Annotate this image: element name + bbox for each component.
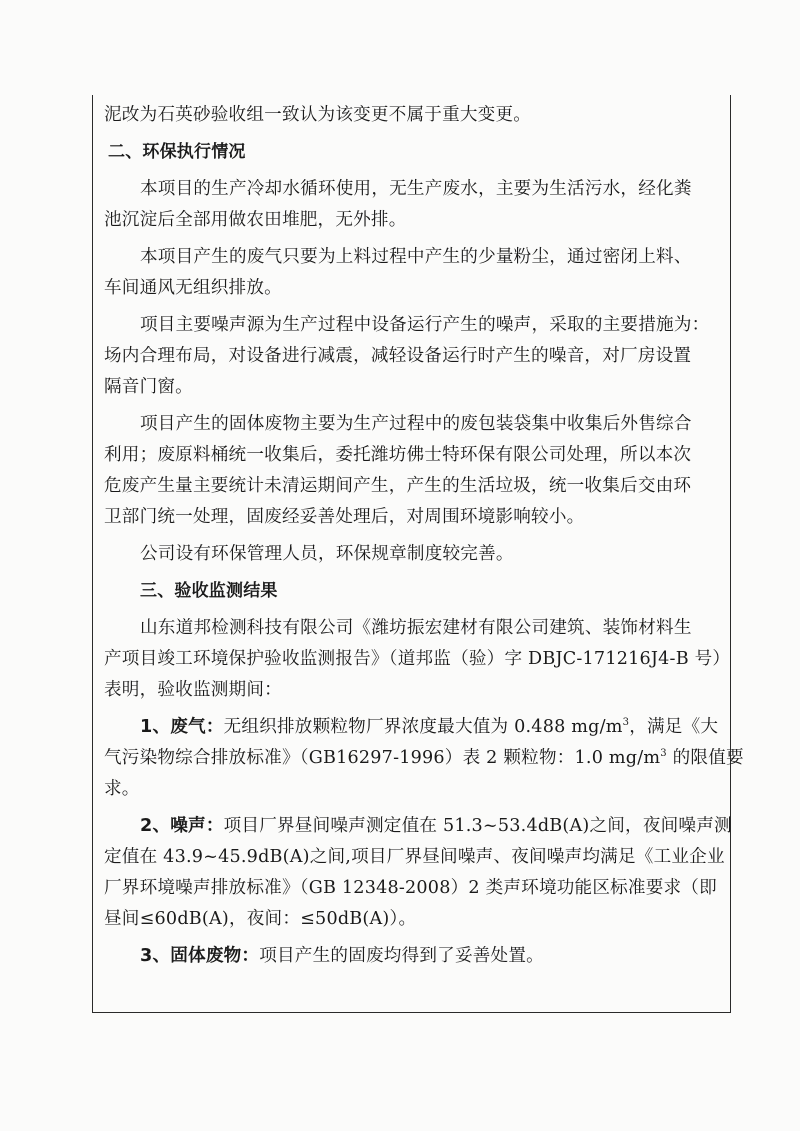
section-heading-env: 二、环保执行情况 xyxy=(108,142,246,162)
text-line: 本项目的生产冷却水循环使用，无生产废水，主要为生活污水，经化粪 xyxy=(140,179,692,199)
text-line: 表明，验收监测期间： xyxy=(104,680,282,700)
unit-superscript: 3 xyxy=(660,748,667,760)
item-text: 项目产生的固废均得到了妥善处置。 xyxy=(259,946,544,966)
item-exhaust-gas xyxy=(104,712,732,743)
item-text: 项目厂界昼间噪声测定值在 51.3~53.4dB(A)之间，夜间噪声测 xyxy=(223,816,732,836)
text-line: 危废产生量主要统计未清运期间产生，产生的生活垃圾，统一收集后交由环 xyxy=(104,476,692,496)
text-line: 产项目竣工环境保护验收监测报告》（道邦监（验）字 DBJC-171216J4-B 号） xyxy=(104,649,731,669)
text-line: 山东道邦检测科技有限公司《潍坊振宏建材有限公司建筑、装饰材料生 xyxy=(140,618,692,638)
item-label: 1、废气： xyxy=(140,717,224,737)
item-text: 气污染物综合排放标准》（GB16297-1996）表 2 颗粒物：1.0 mg/m xyxy=(104,748,661,768)
text-line: 池沉淀后全部用做农田堆肥，无外排。 xyxy=(104,210,407,230)
text-line: 场内合理布局，对设备进行减震，减轻设备运行时产生的噪音，对厂房设置 xyxy=(104,346,692,366)
item-text: 无组织排放颗粒物厂界浓度最大值为 0.488 mg/m xyxy=(223,717,623,737)
text-line: 项目产生的固体废物主要为生产过程中的废包装袋集中收集后外售综合 xyxy=(140,414,692,434)
item-label: 2、噪声： xyxy=(140,816,224,836)
text-line: 定值在 43.9~45.9dB(A)之间,项目厂界昼间噪声、夜间噪声均满足《工业企业 xyxy=(104,847,725,867)
text-line: 本项目产生的废气只要为上料过程中产生的少量粉尘，通过密闭上料、 xyxy=(140,247,692,267)
item-solid-waste xyxy=(104,941,732,972)
text-line: 项目主要噪声源为生产过程中设备运行产生的噪声，采取的主要措施为： xyxy=(140,315,710,335)
section-heading-monitoring: 三、验收监测结果 xyxy=(140,581,278,601)
document-body xyxy=(104,100,744,972)
text-line: 隔音门窗。 xyxy=(104,377,193,397)
item-noise xyxy=(104,811,732,842)
text-line: 利用；废原料桶统一收集后，委托潍坊佛士特环保有限公司处理，所以本次 xyxy=(104,445,692,465)
item-label: 3、固体废物： xyxy=(140,946,260,966)
text-line: 厂界环境噪声排放标准》（GB 12348-2008）2 类声环境功能区标准要求（即 xyxy=(104,878,717,898)
text-line: 公司设有环保管理人员，环保规章制度较完善。 xyxy=(140,544,514,564)
item-text: 的限值要 xyxy=(666,748,744,768)
unit-superscript: 3 xyxy=(622,717,630,729)
item-text: ，满足《大 xyxy=(629,717,719,737)
text-line: 车间通风无组织排放。 xyxy=(104,278,282,298)
text-line: 昼间≤60dB(A)，夜间：≤50dB(A)）。 xyxy=(104,909,417,929)
text-line: 泥改为石英砂验收组一致认为该变更不属于重大变更。 xyxy=(104,105,532,125)
text-line xyxy=(104,743,744,774)
text-line: 卫部门统一处理，固废经妥善处理后，对周围环境影响较小。 xyxy=(104,507,585,527)
text-line: 求。 xyxy=(104,779,140,799)
